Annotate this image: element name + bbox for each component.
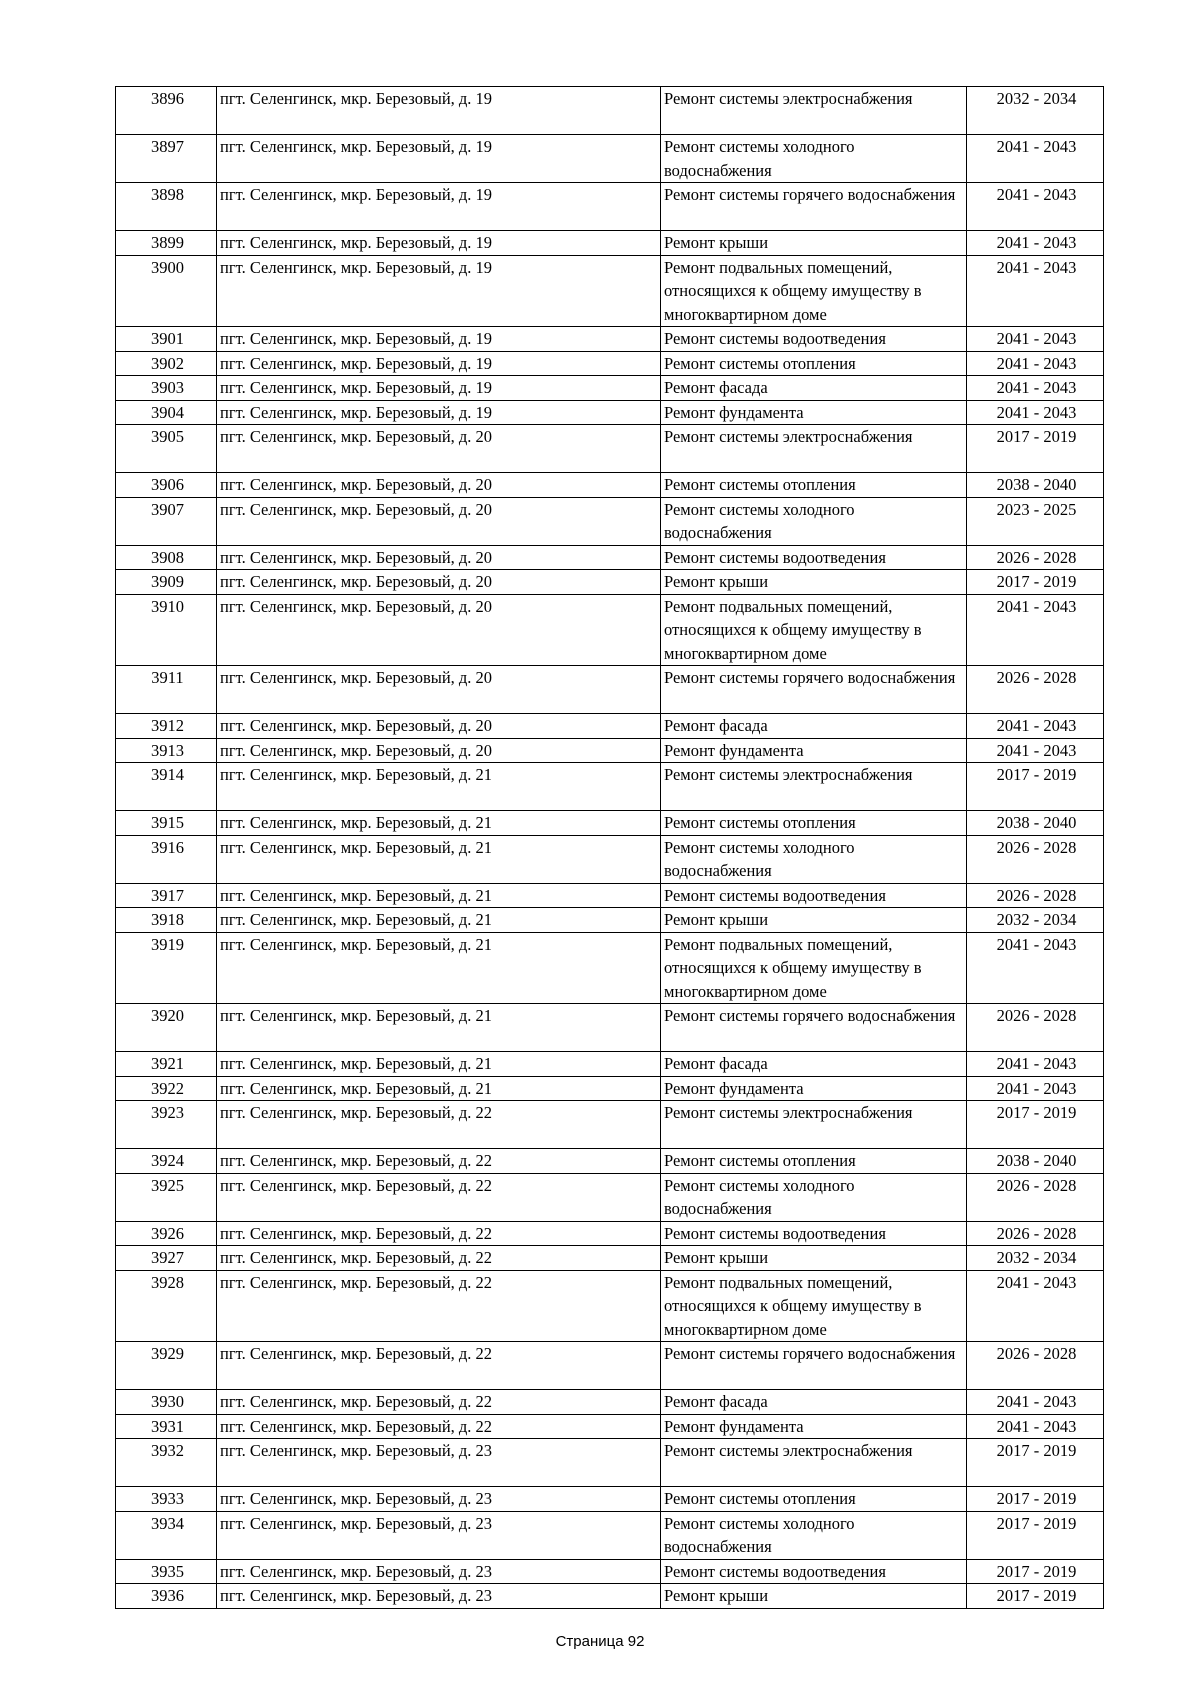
table-row (116, 497, 1104, 545)
row-work-type: Ремонт системы холодного водоснабжения (661, 1511, 967, 1559)
row-address: пгт. Селенгинск, мкр. Березовый, д. 22 (217, 1149, 661, 1174)
row-address: пгт. Селенгинск, мкр. Березовый, д. 19 (217, 183, 661, 231)
row-work-type: Ремонт системы электроснабжения (661, 763, 967, 811)
row-work-type: Ремонт системы холодного водоснабжения (661, 135, 967, 183)
row-number: 3913 (116, 738, 217, 763)
row-work-type: Ремонт системы водоотведения (661, 1559, 967, 1584)
row-period: 2041 - 2043 (967, 255, 1104, 327)
row-work-type: Ремонт фундамента (661, 738, 967, 763)
row-number: 3918 (116, 908, 217, 933)
table-row (116, 1390, 1104, 1415)
table-row (116, 1559, 1104, 1584)
row-address: пгт. Селенгинск, мкр. Березовый, д. 23 (217, 1487, 661, 1512)
row-work-type: Ремонт системы холодного водоснабжения (661, 1173, 967, 1221)
row-number: 3934 (116, 1511, 217, 1559)
repair-schedule-table (115, 86, 1104, 1609)
table-row (116, 1004, 1104, 1052)
table-row (116, 763, 1104, 811)
table-row (116, 738, 1104, 763)
table-row (116, 883, 1104, 908)
table-row (116, 1439, 1104, 1487)
row-address: пгт. Селенгинск, мкр. Березовый, д. 20 (217, 570, 661, 595)
row-work-type: Ремонт подвальных помещений, относящихся к общему имуществу в многоквартирном доме (661, 932, 967, 1004)
table-row (116, 594, 1104, 666)
row-number: 3906 (116, 473, 217, 498)
row-period: 2026 - 2028 (967, 883, 1104, 908)
row-number: 3896 (116, 87, 217, 135)
row-number: 3919 (116, 932, 217, 1004)
row-address: пгт. Селенгинск, мкр. Березовый, д. 19 (217, 231, 661, 256)
row-period: 2017 - 2019 (967, 1559, 1104, 1584)
row-work-type: Ремонт системы электроснабжения (661, 1101, 967, 1149)
row-period: 2041 - 2043 (967, 1390, 1104, 1415)
row-address: пгт. Селенгинск, мкр. Березовый, д. 20 (217, 497, 661, 545)
row-period: 2026 - 2028 (967, 545, 1104, 570)
row-number: 3926 (116, 1221, 217, 1246)
row-work-type: Ремонт системы электроснабжения (661, 87, 967, 135)
row-work-type: Ремонт системы отопления (661, 811, 967, 836)
row-work-type: Ремонт фасада (661, 1052, 967, 1077)
row-period: 2038 - 2040 (967, 473, 1104, 498)
row-period: 2041 - 2043 (967, 594, 1104, 666)
row-address: пгт. Селенгинск, мкр. Березовый, д. 19 (217, 87, 661, 135)
row-address: пгт. Селенгинск, мкр. Березовый, д. 21 (217, 908, 661, 933)
row-work-type: Ремонт системы электроснабжения (661, 1439, 967, 1487)
row-period: 2017 - 2019 (967, 1101, 1104, 1149)
row-number: 3909 (116, 570, 217, 595)
table-row (116, 666, 1104, 714)
row-address: пгт. Селенгинск, мкр. Березовый, д. 19 (217, 135, 661, 183)
row-period: 2041 - 2043 (967, 231, 1104, 256)
row-period: 2017 - 2019 (967, 425, 1104, 473)
row-period: 2026 - 2028 (967, 1173, 1104, 1221)
row-number: 3917 (116, 883, 217, 908)
table-row (116, 1584, 1104, 1609)
row-number: 3914 (116, 763, 217, 811)
table-row (116, 231, 1104, 256)
table-row (116, 327, 1104, 352)
table-row (116, 255, 1104, 327)
table-row (116, 1149, 1104, 1174)
row-work-type: Ремонт крыши (661, 1246, 967, 1271)
row-number: 3922 (116, 1076, 217, 1101)
row-address: пгт. Селенгинск, мкр. Березовый, д. 22 (217, 1414, 661, 1439)
row-address: пгт. Селенгинск, мкр. Березовый, д. 21 (217, 883, 661, 908)
row-period: 2041 - 2043 (967, 932, 1104, 1004)
row-period: 2041 - 2043 (967, 1270, 1104, 1342)
row-address: пгт. Селенгинск, мкр. Березовый, д. 21 (217, 1076, 661, 1101)
row-work-type: Ремонт системы горячего водоснабжения (661, 183, 967, 231)
table-row (116, 835, 1104, 883)
row-address: пгт. Селенгинск, мкр. Березовый, д. 22 (217, 1342, 661, 1390)
row-period: 2041 - 2043 (967, 351, 1104, 376)
row-number: 3900 (116, 255, 217, 327)
table-row (116, 376, 1104, 401)
row-period: 2041 - 2043 (967, 1076, 1104, 1101)
table-row (116, 811, 1104, 836)
row-address: пгт. Селенгинск, мкр. Березовый, д. 23 (217, 1584, 661, 1609)
row-number: 3907 (116, 497, 217, 545)
row-work-type: Ремонт крыши (661, 1584, 967, 1609)
table-row (116, 400, 1104, 425)
row-period: 2038 - 2040 (967, 1149, 1104, 1174)
row-address: пгт. Селенгинск, мкр. Березовый, д. 20 (217, 473, 661, 498)
row-period: 2017 - 2019 (967, 570, 1104, 595)
table-row (116, 1511, 1104, 1559)
row-period: 2026 - 2028 (967, 1004, 1104, 1052)
row-address: пгт. Селенгинск, мкр. Березовый, д. 22 (217, 1246, 661, 1271)
table-row (116, 570, 1104, 595)
row-period: 2026 - 2028 (967, 1221, 1104, 1246)
row-number: 3902 (116, 351, 217, 376)
row-number: 3935 (116, 1559, 217, 1584)
row-work-type: Ремонт крыши (661, 908, 967, 933)
row-period: 2026 - 2028 (967, 1342, 1104, 1390)
table-row (116, 1221, 1104, 1246)
row-address: пгт. Селенгинск, мкр. Березовый, д. 21 (217, 1052, 661, 1077)
row-address: пгт. Селенгинск, мкр. Березовый, д. 20 (217, 714, 661, 739)
row-period: 2041 - 2043 (967, 183, 1104, 231)
row-number: 3936 (116, 1584, 217, 1609)
row-address: пгт. Селенгинск, мкр. Березовый, д. 22 (217, 1101, 661, 1149)
row-number: 3927 (116, 1246, 217, 1271)
row-work-type: Ремонт системы отопления (661, 1149, 967, 1174)
row-work-type: Ремонт системы водоотведения (661, 1221, 967, 1246)
row-period: 2017 - 2019 (967, 1439, 1104, 1487)
row-address: пгт. Селенгинск, мкр. Березовый, д. 21 (217, 932, 661, 1004)
row-address: пгт. Селенгинск, мкр. Березовый, д. 19 (217, 327, 661, 352)
table-row (116, 1101, 1104, 1149)
row-period: 2041 - 2043 (967, 1052, 1104, 1077)
row-number: 3899 (116, 231, 217, 256)
row-address: пгт. Селенгинск, мкр. Березовый, д. 20 (217, 738, 661, 763)
row-address: пгт. Селенгинск, мкр. Березовый, д. 22 (217, 1270, 661, 1342)
row-work-type: Ремонт подвальных помещений, относящихся к общему имуществу в многоквартирном доме (661, 594, 967, 666)
row-address: пгт. Селенгинск, мкр. Березовый, д. 19 (217, 400, 661, 425)
row-number: 3920 (116, 1004, 217, 1052)
row-work-type: Ремонт системы электроснабжения (661, 425, 967, 473)
row-period: 2041 - 2043 (967, 714, 1104, 739)
table-row (116, 1173, 1104, 1221)
row-period: 2041 - 2043 (967, 327, 1104, 352)
row-address: пгт. Селенгинск, мкр. Березовый, д. 19 (217, 351, 661, 376)
row-address: пгт. Селенгинск, мкр. Березовый, д. 19 (217, 255, 661, 327)
table-row (116, 87, 1104, 135)
table-row (116, 183, 1104, 231)
row-work-type: Ремонт фасада (661, 376, 967, 401)
row-work-type: Ремонт системы отопления (661, 1487, 967, 1512)
row-address: пгт. Селенгинск, мкр. Березовый, д. 19 (217, 376, 661, 401)
row-address: пгт. Селенгинск, мкр. Березовый, д. 21 (217, 1004, 661, 1052)
row-work-type: Ремонт системы горячего водоснабжения (661, 666, 967, 714)
row-period: 2041 - 2043 (967, 135, 1104, 183)
row-number: 3912 (116, 714, 217, 739)
table-body (116, 87, 1104, 1609)
row-number: 3915 (116, 811, 217, 836)
row-work-type: Ремонт крыши (661, 231, 967, 256)
row-number: 3908 (116, 545, 217, 570)
row-address: пгт. Селенгинск, мкр. Березовый, д. 21 (217, 763, 661, 811)
row-work-type: Ремонт подвальных помещений, относящихся к общему имуществу в многоквартирном доме (661, 1270, 967, 1342)
row-number: 3904 (116, 400, 217, 425)
row-number: 3932 (116, 1439, 217, 1487)
table-row (116, 473, 1104, 498)
row-period: 2017 - 2019 (967, 1511, 1104, 1559)
row-period: 2017 - 2019 (967, 763, 1104, 811)
row-period: 2026 - 2028 (967, 835, 1104, 883)
row-address: пгт. Селенгинск, мкр. Березовый, д. 20 (217, 545, 661, 570)
row-work-type: Ремонт фундамента (661, 1414, 967, 1439)
table-row (116, 1487, 1104, 1512)
row-period: 2026 - 2028 (967, 666, 1104, 714)
row-number: 3928 (116, 1270, 217, 1342)
row-number: 3931 (116, 1414, 217, 1439)
row-address: пгт. Селенгинск, мкр. Березовый, д. 20 (217, 666, 661, 714)
row-address: пгт. Селенгинск, мкр. Березовый, д. 23 (217, 1511, 661, 1559)
table-row (116, 135, 1104, 183)
row-work-type: Ремонт системы горячего водоснабжения (661, 1004, 967, 1052)
row-address: пгт. Селенгинск, мкр. Березовый, д. 22 (217, 1221, 661, 1246)
table-row (116, 932, 1104, 1004)
row-number: 3898 (116, 183, 217, 231)
row-address: пгт. Селенгинск, мкр. Березовый, д. 23 (217, 1559, 661, 1584)
row-number: 3897 (116, 135, 217, 183)
row-work-type: Ремонт системы отопления (661, 351, 967, 376)
row-work-type: Ремонт системы водоотведения (661, 883, 967, 908)
row-work-type: Ремонт крыши (661, 570, 967, 595)
table-row (116, 1052, 1104, 1077)
table-row (116, 425, 1104, 473)
row-number: 3916 (116, 835, 217, 883)
row-number: 3901 (116, 327, 217, 352)
table-row (116, 1270, 1104, 1342)
page-number: Страница 92 (555, 1633, 645, 1650)
row-work-type: Ремонт фундамента (661, 1076, 967, 1101)
row-number: 3929 (116, 1342, 217, 1390)
row-period: 2023 - 2025 (967, 497, 1104, 545)
row-period: 2041 - 2043 (967, 1414, 1104, 1439)
table-row (116, 1246, 1104, 1271)
row-period: 2017 - 2019 (967, 1487, 1104, 1512)
row-period: 2032 - 2034 (967, 1246, 1104, 1271)
row-address: пгт. Селенгинск, мкр. Березовый, д. 20 (217, 425, 661, 473)
row-address: пгт. Селенгинск, мкр. Березовый, д. 22 (217, 1173, 661, 1221)
row-work-type: Ремонт системы отопления (661, 473, 967, 498)
row-number: 3923 (116, 1101, 217, 1149)
row-work-type: Ремонт системы холодного водоснабжения (661, 835, 967, 883)
row-period: 2041 - 2043 (967, 376, 1104, 401)
row-period: 2032 - 2034 (967, 87, 1104, 135)
row-address: пгт. Селенгинск, мкр. Березовый, д. 22 (217, 1390, 661, 1415)
table-row (116, 714, 1104, 739)
row-number: 3910 (116, 594, 217, 666)
row-address: пгт. Селенгинск, мкр. Березовый, д. 21 (217, 811, 661, 836)
row-work-type: Ремонт фундамента (661, 400, 967, 425)
table-row (116, 1342, 1104, 1390)
row-work-type: Ремонт фасада (661, 1390, 967, 1415)
row-number: 3903 (116, 376, 217, 401)
row-work-type: Ремонт подвальных помещений, относящихся к общему имуществу в многоквартирном доме (661, 255, 967, 327)
row-number: 3905 (116, 425, 217, 473)
row-address: пгт. Селенгинск, мкр. Березовый, д. 21 (217, 835, 661, 883)
table-row (116, 1414, 1104, 1439)
row-work-type: Ремонт фасада (661, 714, 967, 739)
row-number: 3933 (116, 1487, 217, 1512)
table-row (116, 1076, 1104, 1101)
table-row (116, 545, 1104, 570)
row-work-type: Ремонт системы холодного водоснабжения (661, 497, 967, 545)
row-number: 3911 (116, 666, 217, 714)
row-number: 3925 (116, 1173, 217, 1221)
table-row (116, 908, 1104, 933)
table-row (116, 351, 1104, 376)
row-address: пгт. Селенгинск, мкр. Березовый, д. 23 (217, 1439, 661, 1487)
row-work-type: Ремонт системы горячего водоснабжения (661, 1342, 967, 1390)
row-period: 2017 - 2019 (967, 1584, 1104, 1609)
row-period: 2032 - 2034 (967, 908, 1104, 933)
row-number: 3924 (116, 1149, 217, 1174)
row-work-type: Ремонт системы водоотведения (661, 327, 967, 352)
row-period: 2038 - 2040 (967, 811, 1104, 836)
row-number: 3930 (116, 1390, 217, 1415)
row-period: 2041 - 2043 (967, 400, 1104, 425)
row-number: 3921 (116, 1052, 217, 1077)
row-period: 2041 - 2043 (967, 738, 1104, 763)
row-address: пгт. Селенгинск, мкр. Березовый, д. 20 (217, 594, 661, 666)
row-work-type: Ремонт системы водоотведения (661, 545, 967, 570)
